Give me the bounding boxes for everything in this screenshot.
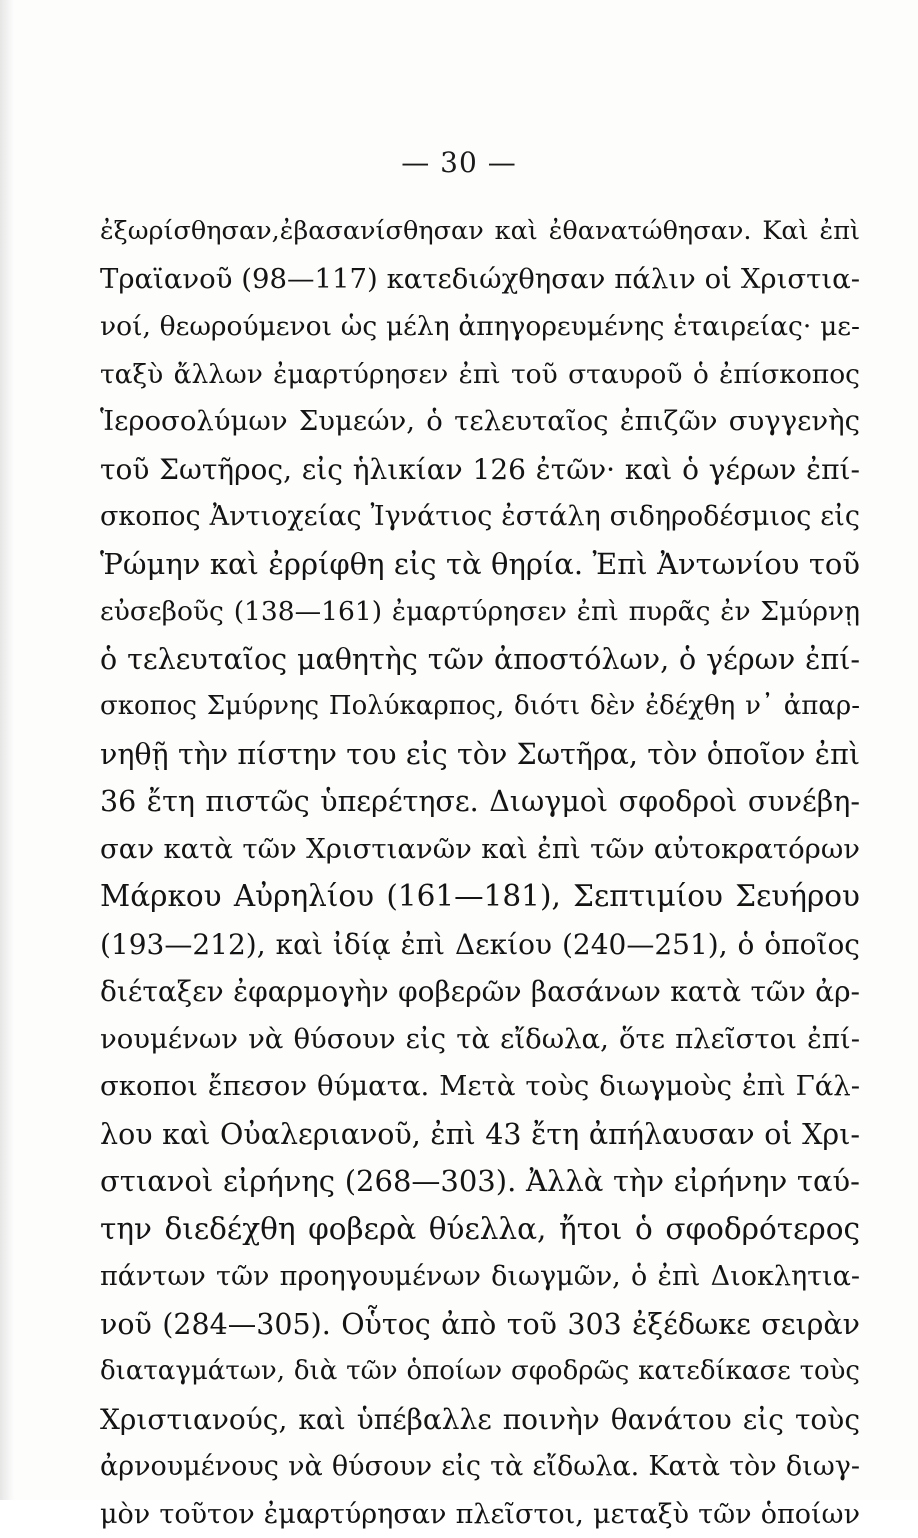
text-line: Μάρκου Αὐρηλίου (161—181), Σεπτιμίου Σευήρου <box>100 873 860 921</box>
text-line: Τραϊανοῦ (98—117) κατεδιώχθησαν πάλιν οἱ Χριστια- <box>100 256 860 304</box>
text-line: νουμένων νὰ θύσουν εἰς τὰ εἴδωλα, ὅτε πλεῖστοι ἐπί- <box>100 1016 860 1064</box>
text-line: (193—212), καὶ ἰδίᾳ ἐπὶ Δεκίου (240—251), ὁ ὁποῖος <box>100 921 860 969</box>
text-line: πάντων τῶν προηγουμένων διωγμῶν, ὁ ἐπὶ Διοκλητια- <box>100 1253 860 1301</box>
text-line: διέταξεν ἐφαρμογὴν φοβερῶν βασάνων κατὰ τῶν ἀρ- <box>100 968 860 1016</box>
text-line: την διεδέχθη φοβερὰ θύελλα, ἤτοι ὁ σφοδρότερος <box>100 1206 860 1254</box>
text-line: Ῥώμην καὶ ἐρρίφθη εἰς τὰ θηρία. Ἐπὶ Ἀντωνίου τοῦ <box>100 541 860 589</box>
text-line: ὁ τελευταῖος μαθητὴς τῶν ἀποστόλων, ὁ γέρων ἐπί- <box>100 636 860 684</box>
text-line: Χριστιανούς, καὶ ὑπέβαλλε ποινὴν θανάτου εἰς τοὺς <box>100 1396 860 1444</box>
text-line: μὸν τοῦτον ἐμαρτύρησαν πλεῖστοι, μεταξὺ τῶν ὁποίων <box>100 1491 860 1538</box>
page-number: — 30 — <box>0 146 918 179</box>
text-line: ἐξωρίσθησαν,ἐβασανίσθησαν καὶ ἐθανατώθησαν. Καὶ ἐπὶ <box>100 208 860 256</box>
text-line: νηθῇ τὴν πίστην του εἰς τὸν Σωτῆρα, τὸν ὁποῖον ἐπὶ <box>100 731 860 779</box>
text-line: νοί, θεωρούμενοι ὡς μέλη ἀπηγορευμένης ἑταιρείας· με- <box>100 303 860 351</box>
body-text <box>100 208 860 1538</box>
text-line: σκοπος Ἀντιοχείας Ἰγνάτιος ἐστάλη σιδηροδέσμιος εἰς <box>100 493 860 541</box>
page-edge-shadow <box>0 0 14 1500</box>
text-line: σαν κατὰ τῶν Χριστιανῶν καὶ ἐπὶ τῶν αὐτοκρατόρων <box>100 826 860 874</box>
text-line: διαταγμάτων, διὰ τῶν ὁποίων σφοδρῶς κατεδίκασε τοὺς <box>100 1348 860 1396</box>
text-line: σκοπος Σμύρνης Πολύκαρπος, διότι δὲν ἐδέχθη ν᾽ ἀπαρ- <box>100 683 860 731</box>
text-line: ταξὺ ἄλλων ἐμαρτύρησεν ἐπὶ τοῦ σταυροῦ ὁ ἐπίσκοπος <box>100 351 860 399</box>
text-line: στιανοὶ εἰρήνης (268—303). Ἀλλὰ τὴν εἰρήνην ταύ- <box>100 1158 860 1206</box>
text-line: νοῦ (284—305). Οὗτος ἀπὸ τοῦ 303 ἐξέδωκε σειρὰν <box>100 1301 860 1349</box>
text-line: σκοποι ἔπεσον θύματα. Μετὰ τοὺς διωγμοὺς ἐπὶ Γάλ- <box>100 1063 860 1111</box>
text-line: τοῦ Σωτῆρος, εἰς ἡλικίαν 126 ἐτῶν· καὶ ὁ γέρων ἐπί- <box>100 446 860 494</box>
text-line: Ἱεροσολύμων Συμεών, ὁ τελευταῖος ἐπιζῶν συγγενὴς <box>100 398 860 446</box>
text-line: λου καὶ Οὐαλεριανοῦ, ἐπὶ 43 ἔτη ἀπήλαυσαν οἱ Χρι- <box>100 1111 860 1159</box>
text-line: εὐσεβοῦς (138—161) ἐμαρτύρησεν ἐπὶ πυρᾶς ἐν Σμύρνῃ <box>100 588 860 636</box>
text-line: ἀρνουμένους νὰ θύσουν εἰς τὰ εἴδωλα. Κατὰ τὸν διωγ- <box>100 1443 860 1491</box>
text-line: 36 ἔτη πιστῶς ὑπερέτησε. Διωγμοὶ σφοδροὶ συνέβη- <box>100 778 860 826</box>
